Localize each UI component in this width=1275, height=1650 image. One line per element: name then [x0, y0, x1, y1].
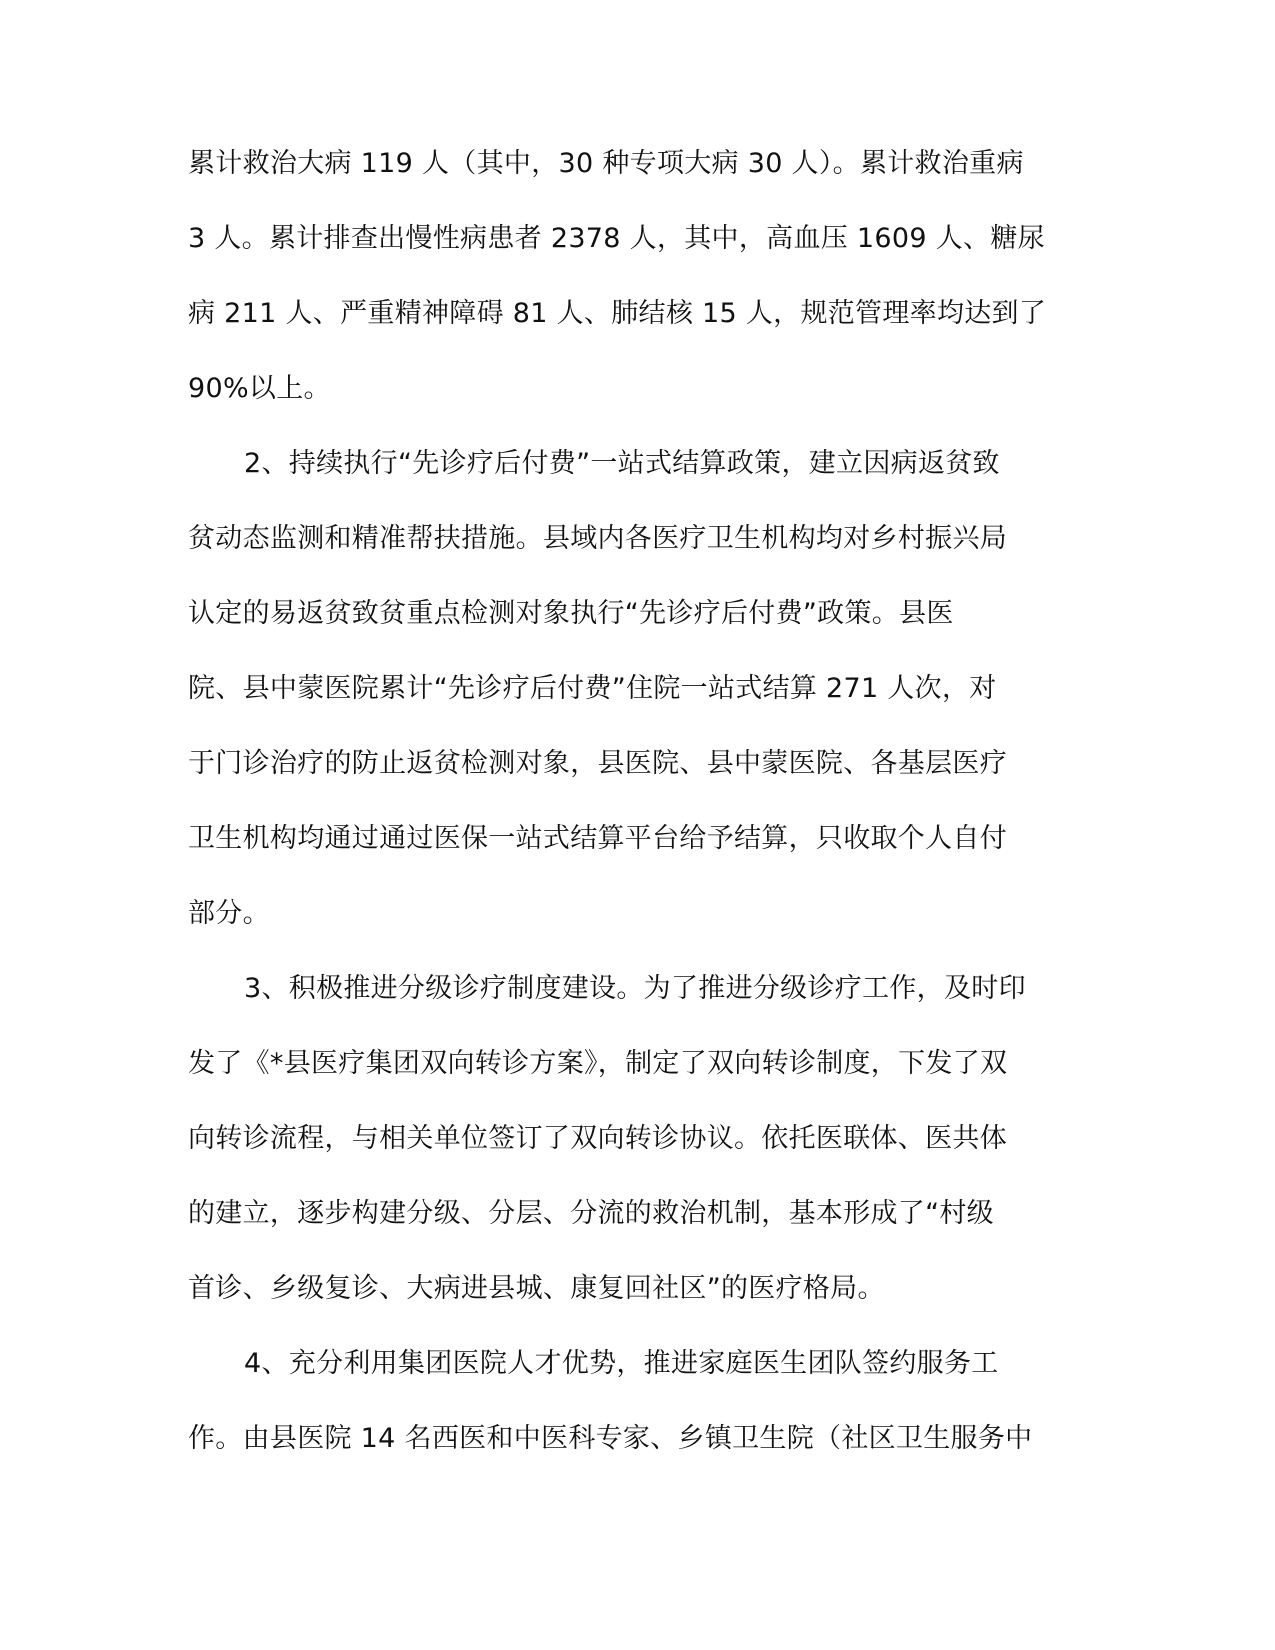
text-line: 作。由县医院 14 名西医和中医科专家、乡镇卫生院（社区卫生服务中: [188, 1423, 1033, 1454]
paragraph-start-line: 4、充分利用集团医院人才优势，推进家庭医生团队签约服务工: [244, 1348, 999, 1379]
text-line: 贫动态监测和精准帮扶措施。县域内各医疗卫生机构均对乡村振兴局: [188, 523, 1007, 554]
text-line: 向转诊流程，与相关单位签订了双向转诊协议。依托医联体、医共体: [188, 1123, 1007, 1154]
text-line: 首诊、乡级复诊、大病进县城、康复回社区”的医疗格局。: [188, 1273, 885, 1304]
text-line: 卫生机构均通过通过医保一站式结算平台给予结算，只收取个人自付: [188, 823, 1007, 854]
text-line: 部分。: [188, 898, 270, 929]
text-line: 病 211 人、严重精神障碍 81 人、肺结核 15 人，规范管理率均达到了: [188, 298, 1047, 329]
text-line: 发了《*县医疗集团双向转诊方案》，制定了双向转诊制度，下发了双: [188, 1048, 1008, 1079]
text-line: 累计救治大病 119 人（其中，30 种专项大病 30 人）。累计救治重病: [188, 148, 1024, 179]
text-line: 于门诊治疗的防止返贫检测对象，县医院、县中蒙医院、各基层医疗: [188, 748, 1007, 779]
text-line: 90%以上。: [188, 373, 331, 404]
text-line: 认定的易返贫致贫重点检测对象执行“先诊疗后付费”政策。县医: [188, 598, 954, 629]
text-line: 院、县中蒙医院累计“先诊疗后付费”住院一站式结算 271 人次，对: [188, 673, 997, 704]
paragraph-start-line: 2、持续执行“先诊疗后付费”一站式结算政策，建立因病返贫致: [244, 448, 1000, 479]
text-line: 的建立，逐步构建分级、分层、分流的救治机制，基本形成了“村级: [188, 1198, 994, 1229]
text-line: 3 人。累计排查出慢性病患者 2378 人，其中，高血压 1609 人、糖尿: [188, 223, 1045, 254]
paragraph-start-line: 3、积极推进分级诊疗制度建设。为了推进分级诊疗工作，及时印: [244, 973, 1026, 1004]
